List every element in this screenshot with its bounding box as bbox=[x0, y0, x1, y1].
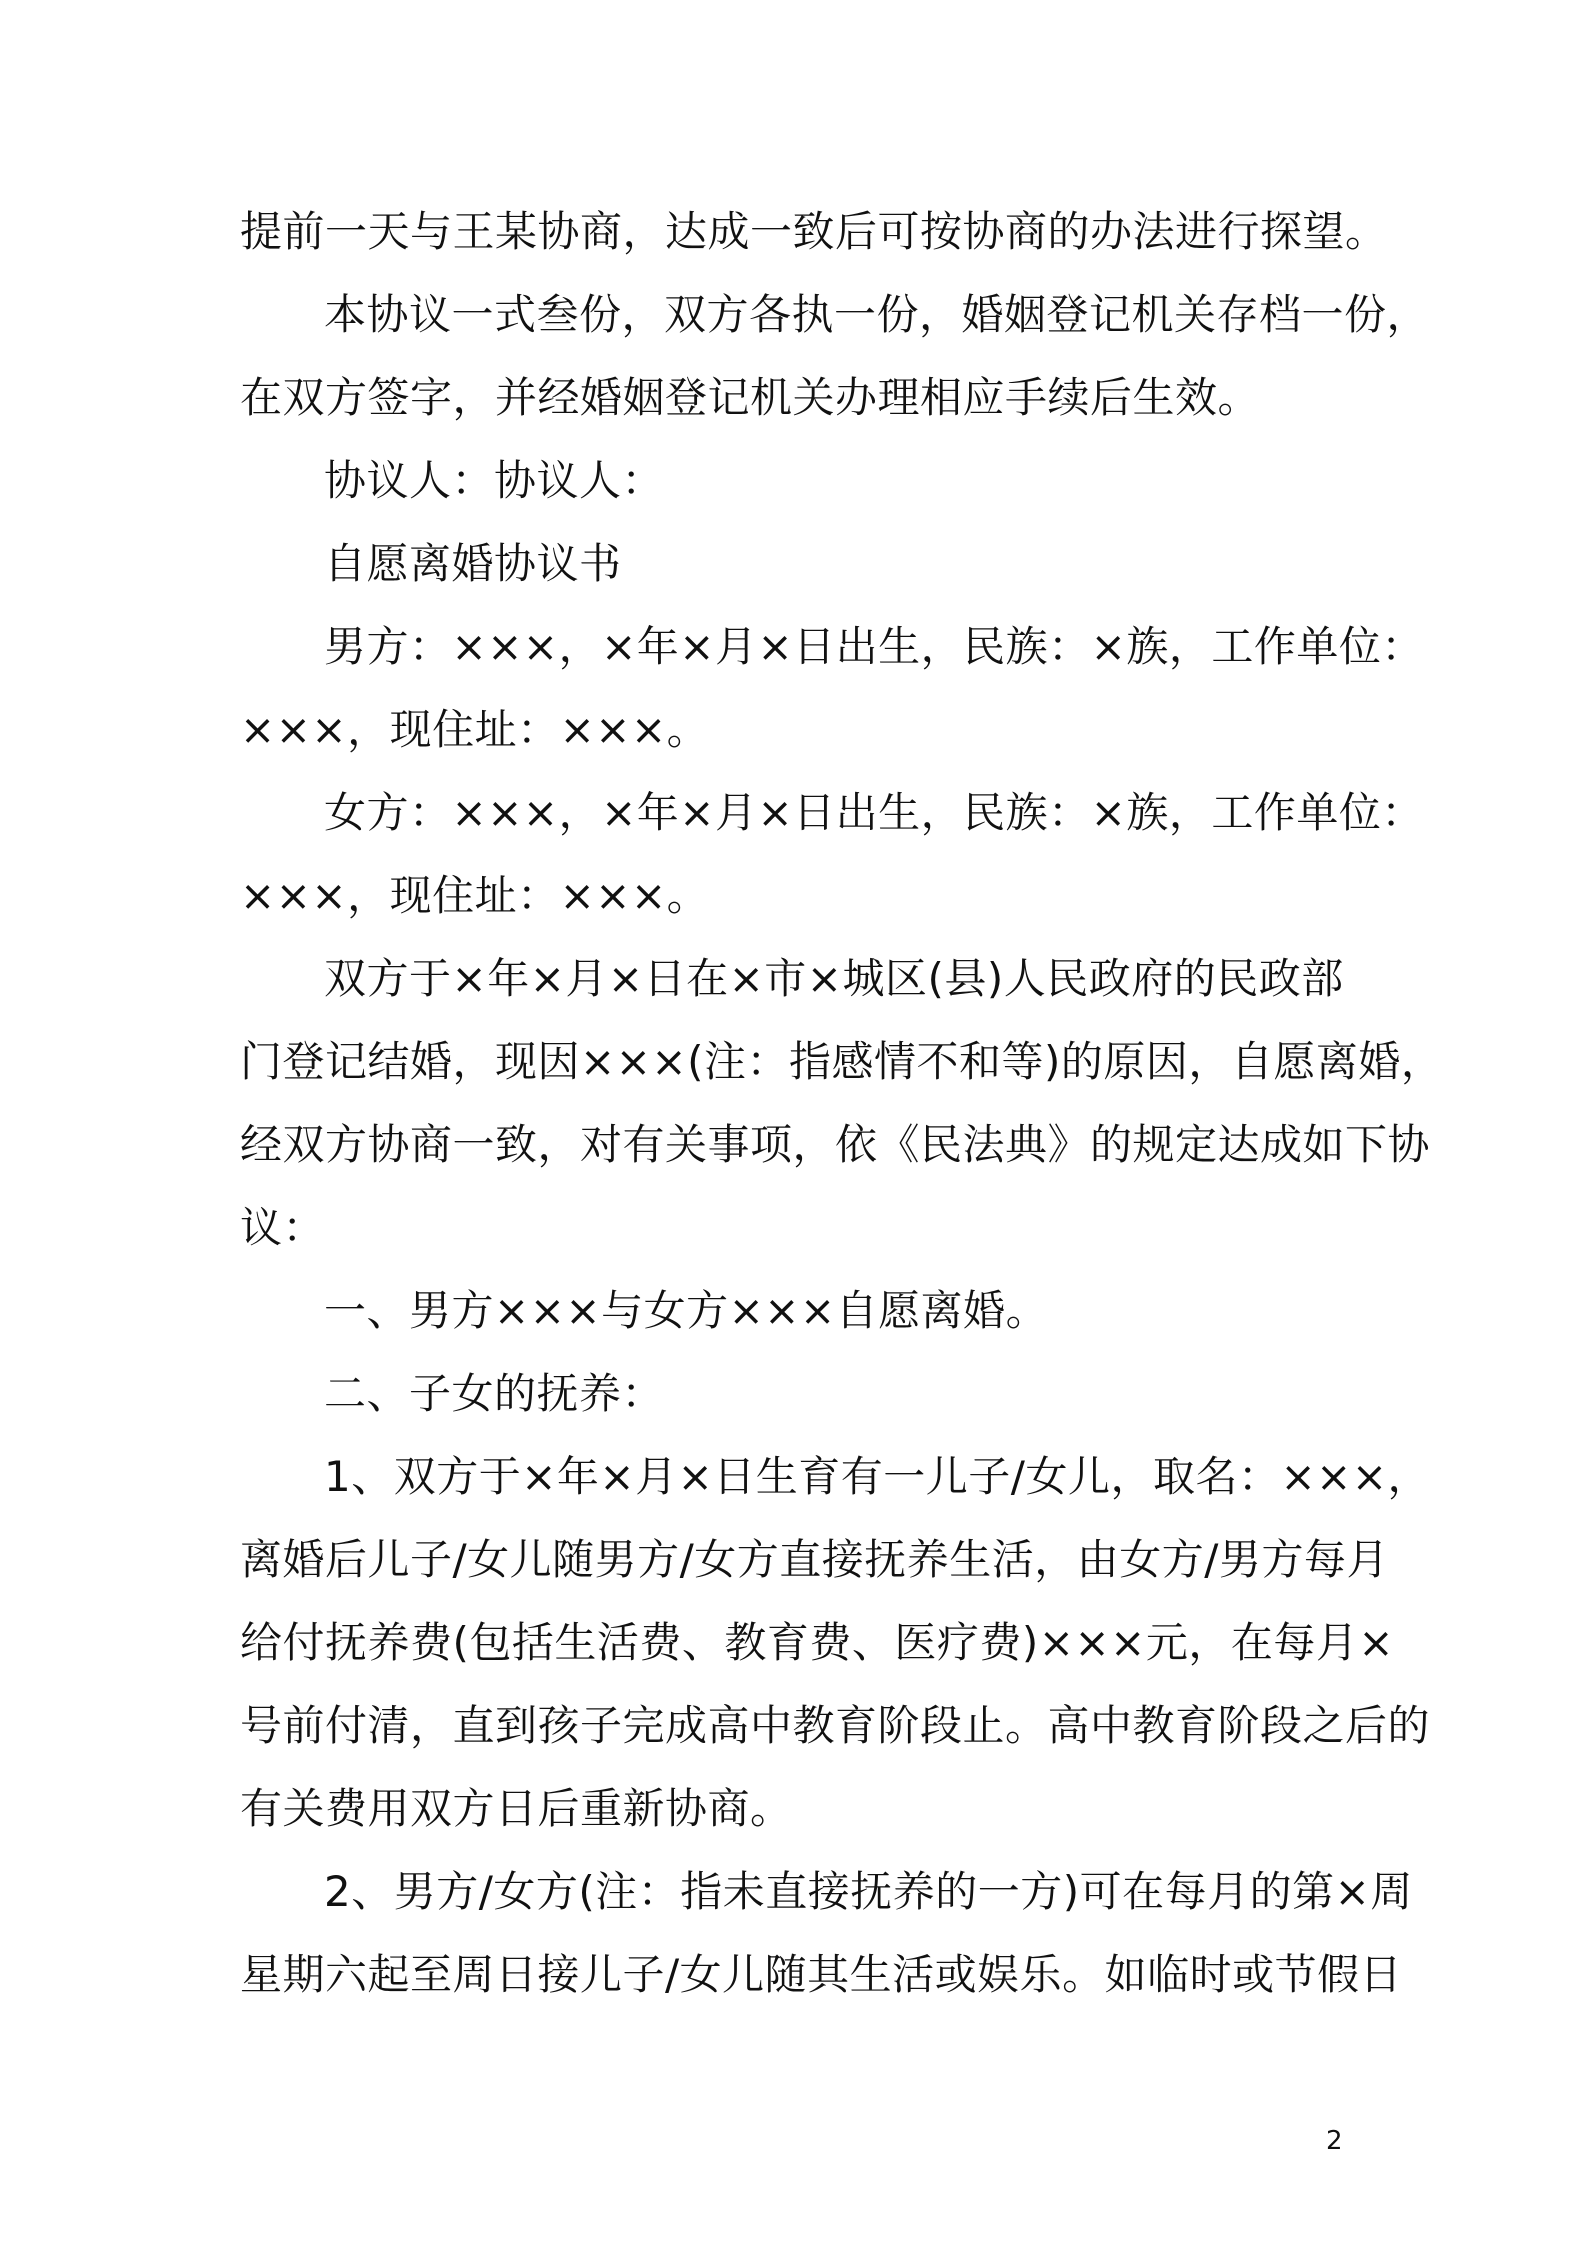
text-line: 1、双方于×年×月×日生育有一儿子/女儿，取名：×××， bbox=[324, 1452, 1431, 1501]
section-title: 自愿离婚协议书 bbox=[324, 539, 622, 588]
text-line: 星期六起至周日接儿子/女儿随其生活或娱乐。如临时或节假日 bbox=[240, 1950, 1403, 1999]
text-line: 2、男方/女方(注：指未直接抚养的一方)可在每月的第×周 bbox=[324, 1867, 1413, 1916]
text-line: 门登记结婚，现因×××(注：指感情不和等)的原因，自愿离婚， bbox=[240, 1037, 1444, 1086]
signatory-line: 协议人：协议人： bbox=[324, 456, 665, 505]
text-line: 男方：×××，×年×月×日出生，民族：×族，工作单位： bbox=[324, 622, 1424, 671]
clause-line: 一、男方×××与女方×××自愿离婚。 bbox=[324, 1286, 1049, 1335]
text-line: 双方于×年×月×日在×市×城区(县)人民政府的民政部 bbox=[324, 954, 1344, 1003]
document-body bbox=[240, 190, 1444, 2016]
text-line: ×××，现住址：×××。 bbox=[240, 871, 710, 920]
clause-line: 二、子女的抚养： bbox=[324, 1369, 665, 1418]
text-line: 提前一天与王某协商，达成一致后可按协商的办法进行探望。 bbox=[240, 207, 1388, 256]
text-line: ×××，现住址：×××。 bbox=[240, 705, 710, 754]
text-line: 在双方签字，并经婚姻登记机关办理相应手续后生效。 bbox=[240, 373, 1261, 422]
text-line: 本协议一式叁份，双方各执一份，婚姻登记机关存档一份， bbox=[324, 290, 1430, 339]
text-line: 离婚后儿子/女儿随男方/女方直接抚养生活，由女方/男方每月 bbox=[240, 1535, 1389, 1584]
text-line: 议： bbox=[240, 1203, 326, 1252]
text-line: 女方：×××，×年×月×日出生，民族：×族，工作单位： bbox=[324, 788, 1424, 837]
page-number: 2 bbox=[1326, 2126, 1343, 2156]
text-line: 有关费用双方日后重新协商。 bbox=[240, 1784, 793, 1833]
text-line: 号前付清，直到孩子完成高中教育阶段止。高中教育阶段之后的 bbox=[240, 1701, 1431, 1750]
text-line: 经双方协商一致，对有关事项，依《民法典》的规定达成如下协 bbox=[240, 1120, 1431, 1169]
text-line: 给付抚养费(包括生活费、教育费、医疗费)×××元，在每月× bbox=[240, 1618, 1395, 1667]
